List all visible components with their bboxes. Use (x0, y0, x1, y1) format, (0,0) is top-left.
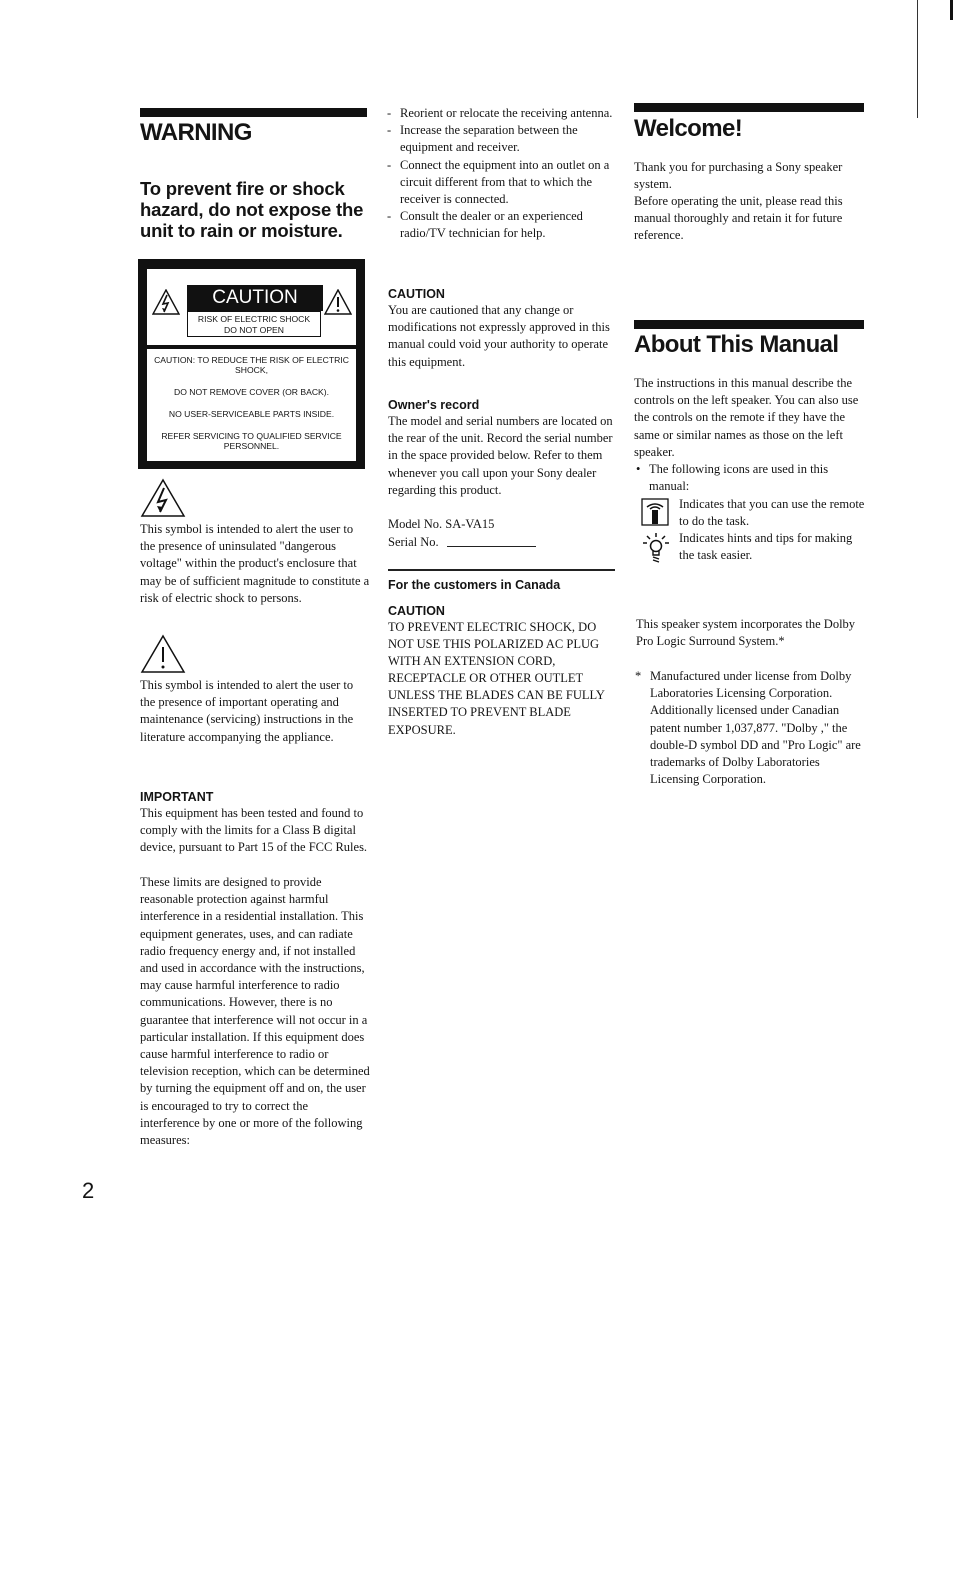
serial-number-label: Serial No. (388, 535, 439, 549)
welcome-title: Welcome! (634, 115, 743, 142)
caution-label-bottom (147, 349, 356, 461)
serial-number-line (447, 546, 536, 547)
canada-heading: For the customers in Canada (388, 578, 561, 592)
canada-caution-heading: CAUTION (388, 604, 445, 618)
warning-title: WARNING (140, 119, 252, 146)
important-paragraph-1: This equipment has been tested and found to comply with the limits for a Class B digital device, pursuant to Part 15 of the FCC Rules. (140, 806, 368, 855)
lightning-warning-icon (152, 289, 180, 315)
symbol1-text: This symbol is intended to alert the user to the presence of uninsulated "dangerous voltage" within the product's enclosure that may be of sufficient magnitude to constitute a risk of electric shock to persons. (140, 522, 370, 605)
symbol2-text: This symbol is intended to alert the user to the presence of important operating and maintenance (servicing) instructions in the literature accompanying the appliance. (140, 678, 354, 744)
list-item: - Increase the separation between the equipment and receiver. (387, 123, 578, 155)
caution-label-top (147, 269, 356, 345)
welcome-paragraph-2: Before operating the unit, please read this manual thoroughly and retain it for future reference. (634, 194, 843, 243)
model-number: Model No. SA-VA15 (388, 517, 495, 531)
owners-record-text: The model and serial numbers are located on the rear of the unit. Record the serial number in the space provided below. Refer to them whenever you call upon your Sony dealer regarding this product. (388, 414, 613, 497)
dolby-text: This speaker system incorporates the Dolby Pro Logic Surround System.* (636, 617, 856, 649)
caution-text: You are cautioned that any change or modifications not expressly approved in this manual could void your authority to operate this equipment. (388, 303, 610, 369)
list-item: - Consult the dealer or an experienced radio/TV technician for help. (387, 209, 583, 241)
caution-label-box (138, 259, 365, 469)
welcome-rule (634, 103, 864, 112)
risk-line-2: DO NOT OPEN (223, 325, 284, 335)
page-number: 2 (82, 1178, 95, 1203)
canada-divider (388, 569, 615, 571)
welcome-paragraph-1: Thank you for purchasing a Sony speaker system. (634, 160, 843, 192)
caution-heading: CAUTION (388, 287, 445, 301)
remote-icon (641, 498, 669, 526)
exclamation-warning-icon (324, 289, 352, 315)
about-bullet: • The following icons are used in this manual: (636, 462, 829, 494)
caution-line-2: DO NOT REMOVE COVER (OR BACK). (173, 387, 330, 397)
risk-line-1: RISK OF ELECTRIC SHOCK (197, 314, 311, 324)
warning-rule (140, 108, 367, 117)
canada-caution-text: TO PREVENT ELECTRIC SHOCK, DO NOT USE THIS POLARIZED AC PLUG WITH AN EXTENSION CORD, RECEPTACLE OR OTHER OUTLET UNLESS THE BLADES CAN BE FULLY INSERTED TO PREVENT BLADE EXPOSURE. (388, 620, 605, 737)
scan-edge-line (917, 0, 918, 118)
interference-measures-list (386, 105, 618, 243)
about-paragraph: The instructions in this manual describe the controls on the left speaker. You can also use the controls on the remote if they have the same or similar names as those on the left speaker. (634, 376, 859, 459)
exclamation-triangle-icon (140, 634, 186, 674)
icon1-text: Indicates that you can use the remote to do the task. (679, 497, 865, 529)
lightbulb-icon (642, 532, 670, 564)
icon2-text: Indicates hints and tips for making the task easier. (679, 531, 853, 563)
dolby-footnote: * Manufactured under license from Dolby Laboratories Licensing Corporation. Additionally licensed under Canadian patent number 1,037,877. "Dolby ," the double-D symbol DD and "Pro Logic" are trademarks of Dolby Laboratories Licensing Corporation. (635, 669, 861, 787)
caution-line-1: CAUTION: TO REDUCE THE RISK OF ELECTRIC SHOCK, (154, 355, 349, 375)
owners-record-heading: Owner's record (388, 398, 480, 412)
important-heading: IMPORTANT (140, 790, 214, 804)
scan-edge-mark (950, 0, 953, 20)
caution-line-4: REFER SERVICING TO QUALIFIED SERVICE PERSONNEL. (161, 431, 342, 451)
caution-line-3: NO USER-SERVICEABLE PARTS INSIDE. (168, 409, 335, 419)
about-title: About This Manual (634, 331, 839, 358)
important-paragraph-2: These limits are designed to provide reasonable protection against harmful interference in a residential installation. This equipment generates, uses, and can radiate radio frequency energy and, if not installed and used in accordance with the instructions, may cause harmful interference to radio communications. However, there is no guarantee that interference will not occur in a particular installation. If this equipment does cause harmful interference to radio or television reception, which can be determined by turning the equipment off and on, the user is encouraged to try to correct the interference by one or more of the following measures: (140, 875, 370, 1148)
warning-subtitle: To prevent fire or shock hazard, do not expose the unit to rain or moisture. (140, 178, 364, 241)
about-rule (634, 320, 864, 329)
caution-risk-text (187, 311, 321, 337)
list-item: - Connect the equipment into an outlet on a circuit different from that to which the receiver is connected. (387, 157, 610, 207)
lightning-triangle-icon (140, 478, 186, 518)
list-item: - Reorient or relocate the receiving antenna. (387, 106, 613, 120)
caution-label-title: CAUTION (187, 285, 323, 311)
